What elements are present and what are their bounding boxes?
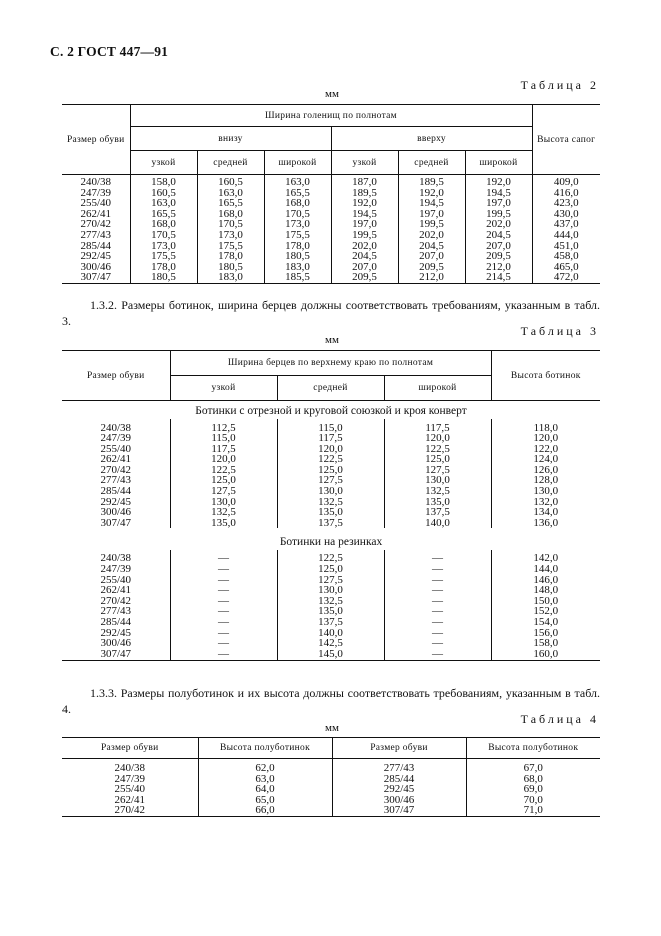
table-cell-value: 67,0 xyxy=(523,762,543,774)
t3-s2-medium-cell xyxy=(277,550,384,660)
t4-right-size-cell xyxy=(332,759,466,817)
table-cell-value: 124,0 xyxy=(533,453,559,466)
t2-height-cell xyxy=(532,175,600,284)
table-cell-value: 165,5 xyxy=(218,197,243,210)
table-cell-value: 127,5 xyxy=(318,474,343,487)
table-cell-value: 212,0 xyxy=(486,260,511,273)
table-cell-value: 168,0 xyxy=(285,197,310,210)
unit-label: мм xyxy=(325,334,339,346)
table-cell-value: 247/39 xyxy=(100,432,132,445)
t2-bottom-medium-cell xyxy=(197,175,264,284)
table-cell-value: 180,5 xyxy=(218,260,243,273)
table-cell-value: 122,5 xyxy=(211,463,236,476)
table-cell-value: 115,0 xyxy=(318,421,343,434)
table-cell-value: 140,0 xyxy=(318,626,343,639)
table-cell-value: 168,0 xyxy=(151,218,176,231)
table-cell-value: 120,0 xyxy=(425,432,450,445)
table-cell-value: 189,5 xyxy=(352,186,377,199)
t3-section-1: Ботинки с отрезной и круговой союзкой и кроя конверт xyxy=(62,401,600,419)
table-cell-value: 192,0 xyxy=(352,197,377,210)
table-cell-value: — xyxy=(218,584,229,597)
table-cell-value: 122,0 xyxy=(533,442,559,455)
table-cell-value: 117,5 xyxy=(211,442,236,455)
table-cell-value: 255/40 xyxy=(100,442,132,455)
table-cell-value: 270/42 xyxy=(100,463,132,476)
page-header: С. 2 ГОСТ 447—91 xyxy=(50,44,169,59)
table-cell-value: 197,0 xyxy=(486,197,511,210)
table-cell-value: — xyxy=(218,594,229,607)
table-cell-value: 122,5 xyxy=(318,453,343,466)
table-cell-value: 214,5 xyxy=(486,271,511,284)
table-cell-value: 178,0 xyxy=(218,250,243,263)
table-cell-value: 163,0 xyxy=(218,186,243,199)
t3-s2-wide-cell xyxy=(384,550,491,660)
t2-sub-medium: средней xyxy=(197,151,264,175)
table-cell-value: 125,0 xyxy=(425,453,450,466)
table-cell-value: 127,5 xyxy=(425,463,450,476)
table-cell-value: 130,0 xyxy=(533,485,559,498)
table-cell-value: 132,5 xyxy=(211,506,236,519)
table-cell-value: 240/38 xyxy=(80,176,112,188)
table-cell-value: 472,0 xyxy=(553,271,579,284)
t2-col-height: Высота сапог xyxy=(532,105,600,175)
table-cell-value: 66,0 xyxy=(255,804,275,817)
table-cell-value: 199,5 xyxy=(419,218,444,231)
table-cell-value: 194,5 xyxy=(486,186,511,199)
table-cell-value: 134,0 xyxy=(533,506,559,519)
table-cell-value: 128,0 xyxy=(533,474,559,487)
table-cell-value: 204,5 xyxy=(486,228,511,241)
table-cell-value: 277/43 xyxy=(383,762,415,774)
table-cell-value: 152,0 xyxy=(533,605,559,618)
paragraph-1-3-2: 1.3.2. Размеры ботинок, ширина берцев должны соответствовать требованиям, указанным в табл. 3. xyxy=(62,298,600,328)
table-cell-value: 160,0 xyxy=(533,647,559,660)
table-cell-value: 127,5 xyxy=(318,573,343,586)
table-cell-value: 142,5 xyxy=(318,637,343,650)
t2-top-medium-cell xyxy=(398,175,465,284)
table2 xyxy=(62,104,600,284)
table-cell-value: 204,5 xyxy=(419,239,444,252)
table-cell-value: 285/44 xyxy=(100,616,132,628)
table-cell-value: 132,0 xyxy=(533,495,559,508)
table-cell-value: 307/47 xyxy=(383,804,415,817)
table-cell-value: 240/38 xyxy=(100,421,132,434)
table-cell-value: 122,5 xyxy=(318,552,343,565)
t4-col-height-right: Высота полуботинок xyxy=(466,738,600,759)
table-cell-value: 202,0 xyxy=(419,228,444,241)
unit-label: мм xyxy=(325,88,339,100)
table-cell-value: 207,0 xyxy=(352,260,377,273)
table-cell-value: 150,0 xyxy=(533,594,559,607)
t3-s1-height-cell xyxy=(491,419,600,529)
table-cell-value: 63,0 xyxy=(255,772,275,785)
table-cell-value: 192,0 xyxy=(486,176,511,188)
table4 xyxy=(62,737,600,817)
table-cell-value: 65,0 xyxy=(255,793,275,806)
table-cell-value: 178,0 xyxy=(285,239,310,252)
table-cell-value: 170,5 xyxy=(151,228,176,241)
t3-col-group: Ширина берцев по верхнему краю по полнотам xyxy=(170,351,491,376)
t3-s1-wide-cell xyxy=(384,419,491,529)
t3-size-cell xyxy=(62,550,170,660)
t2-top-narrow-cell xyxy=(331,175,398,284)
table-cell-value: 270/42 xyxy=(100,594,132,607)
table-cell-value: 307/47 xyxy=(100,516,132,529)
table-cell-value: 175,5 xyxy=(218,239,243,252)
table-cell-value: 300/46 xyxy=(383,793,415,806)
table-cell-value: 277/43 xyxy=(80,228,112,241)
table-cell-value: 154,0 xyxy=(533,616,559,628)
table-cell-value: 292/45 xyxy=(100,495,132,508)
table-cell-value: 178,0 xyxy=(151,260,176,273)
table-cell-value: 451,0 xyxy=(553,239,579,252)
table-cell-value: 64,0 xyxy=(255,783,275,796)
t4-col-height-left: Высота полуботинок xyxy=(198,738,332,759)
table-cell-value: 183,0 xyxy=(285,260,310,273)
table-cell-value: 409,0 xyxy=(553,176,579,188)
table-cell-value: 120,0 xyxy=(211,453,236,466)
table-cell-value: 68,0 xyxy=(523,772,543,785)
table-cell-value: 465,0 xyxy=(553,260,579,273)
table-cell-value: 307/47 xyxy=(100,647,132,660)
table-cell-value: 247/39 xyxy=(114,772,146,785)
table-cell-value: 255/40 xyxy=(100,573,132,586)
table-cell-value: — xyxy=(218,605,229,618)
table-cell-value: — xyxy=(432,637,444,650)
table-cell-value: 173,0 xyxy=(285,218,310,231)
table-cell-value: — xyxy=(218,573,229,586)
table-cell-value: 207,0 xyxy=(419,250,444,263)
t3-col-size: Размер обуви xyxy=(62,351,170,401)
table-cell-value: 122,5 xyxy=(425,442,450,455)
table-cell-value: 197,0 xyxy=(352,218,377,231)
table3 xyxy=(62,350,600,661)
table-cell-value: 175,5 xyxy=(285,228,310,241)
t2-sub-narrow: узкой xyxy=(130,151,197,175)
table-cell-value: 156,0 xyxy=(533,626,559,639)
table-cell-value: 262/41 xyxy=(114,793,146,806)
table-cell-value: 165,5 xyxy=(151,207,176,220)
table-cell-value: 163,0 xyxy=(285,176,310,188)
table-cell-value: 437,0 xyxy=(553,218,579,231)
table-cell-value: 130,0 xyxy=(318,584,343,597)
table-cell-value: 240/38 xyxy=(114,762,146,774)
table-cell-value: — xyxy=(432,563,444,576)
table-cell-value: 173,0 xyxy=(151,239,176,252)
table-cell-value: 168,0 xyxy=(218,207,243,220)
table-cell-value: 300/46 xyxy=(100,637,132,650)
table-cell-value: 160,5 xyxy=(218,176,243,188)
t2-top-wide-cell xyxy=(465,175,532,284)
table-cell-value: 285/44 xyxy=(100,485,132,498)
table-cell-value: — xyxy=(432,647,444,660)
table-cell-value: 125,0 xyxy=(211,474,236,487)
table-cell-value: — xyxy=(218,647,229,660)
table-cell-value: 130,0 xyxy=(211,495,236,508)
table-cell-value: 458,0 xyxy=(553,250,579,263)
table-cell-value: 270/42 xyxy=(114,804,146,817)
table-cell-value: 277/43 xyxy=(100,605,132,618)
table-cell-value: 262/41 xyxy=(100,584,132,597)
table-cell-value: 69,0 xyxy=(523,783,543,796)
table-cell-value: 137,5 xyxy=(318,616,343,628)
table-cell-value: 170,5 xyxy=(218,218,243,231)
table-cell-value: 130,0 xyxy=(425,474,450,487)
table-cell-value: 117,5 xyxy=(425,421,450,434)
table-cell-value: 180,5 xyxy=(151,271,176,284)
table-cell-value: — xyxy=(218,626,229,639)
unit-label: мм xyxy=(325,722,339,734)
table-cell-value: — xyxy=(218,563,229,576)
t4-col-size-left: Размер обуви xyxy=(62,738,198,759)
table-cell-value: 145,0 xyxy=(318,647,343,660)
table-cell-value: 120,0 xyxy=(533,432,559,445)
table-cell-value: 199,5 xyxy=(352,228,377,241)
table3-caption: Таблица 3 xyxy=(520,324,599,338)
table-cell-value: 158,0 xyxy=(533,637,559,650)
t3-sub-wide: широкой xyxy=(384,376,491,401)
table-cell-value: 126,0 xyxy=(533,463,559,476)
t4-right-height-cell xyxy=(466,759,600,817)
table-cell-value: 183,0 xyxy=(218,271,243,284)
t3-sub-narrow: узкой xyxy=(170,376,277,401)
table-cell-value: 125,0 xyxy=(318,563,343,576)
table-cell-value: 117,5 xyxy=(318,432,343,445)
table-cell-value: 135,0 xyxy=(211,516,236,529)
table-cell-value: 247/39 xyxy=(100,563,132,576)
table-cell-value: 70,0 xyxy=(523,793,543,806)
table-cell-value: 240/38 xyxy=(100,552,132,565)
table-cell-value: 255/40 xyxy=(114,783,146,796)
t2-sub-wide: широкой xyxy=(465,151,532,175)
table-cell-value: 136,0 xyxy=(533,516,559,529)
table-cell-value: 165,5 xyxy=(285,186,310,199)
t2-col-group: Ширина голенищ по полнотам xyxy=(130,105,532,127)
table-cell-value: 146,0 xyxy=(533,573,559,586)
table-cell-value: 118,0 xyxy=(533,421,558,434)
t2-sub-bottom: внизу xyxy=(130,127,331,151)
table-cell-value: 212,0 xyxy=(419,271,444,284)
table-cell-value: 285/44 xyxy=(80,239,112,252)
table-cell-value: 180,5 xyxy=(285,250,310,263)
table-cell-value: 207,0 xyxy=(486,239,511,252)
table-cell-value: — xyxy=(432,616,444,628)
table-cell-value: 277/43 xyxy=(100,474,132,487)
table-cell-value: 127,5 xyxy=(211,485,236,498)
paragraph-1-3-3: 1.3.3. Размеры полуботинок и их высота должны соответствовать требованиям, указанным в табл. 4. xyxy=(62,686,600,716)
table-cell-value: — xyxy=(218,616,229,628)
table-cell-value: 247/39 xyxy=(80,186,112,199)
table-cell-value: 199,5 xyxy=(486,207,511,220)
table-cell-value: 292/45 xyxy=(80,250,112,263)
table-cell-value: 112,5 xyxy=(211,421,236,434)
t3-s1-narrow-cell xyxy=(170,419,277,529)
table-cell-value: — xyxy=(432,605,444,618)
table-cell-value: 300/46 xyxy=(80,260,112,273)
table-cell-value: 140,0 xyxy=(425,516,450,529)
table-cell-value: 292/45 xyxy=(383,783,415,796)
t3-s2-height-cell xyxy=(491,550,600,660)
table-cell-value: 194,5 xyxy=(352,207,377,220)
t3-size-cell xyxy=(62,419,170,529)
t4-left-height-cell xyxy=(198,759,332,817)
t2-size-cell xyxy=(62,175,130,284)
table-cell-value: 187,0 xyxy=(352,176,377,188)
table-cell-value: 158,0 xyxy=(151,176,176,188)
table-cell-value: 189,5 xyxy=(419,176,444,188)
t2-sub-top: вверху xyxy=(331,127,532,151)
table-cell-value: 137,5 xyxy=(318,516,343,529)
table-cell-value: — xyxy=(432,552,444,565)
table-cell-value: — xyxy=(432,626,444,639)
table-cell-value: 132,5 xyxy=(318,495,343,508)
table-cell-value: — xyxy=(432,573,444,586)
table-cell-value: 163,0 xyxy=(151,197,176,210)
t2-sub-wide: широкой xyxy=(264,151,331,175)
table-cell-value: 62,0 xyxy=(255,762,275,774)
table-cell-value: 423,0 xyxy=(553,197,579,210)
t3-s1-medium-cell xyxy=(277,419,384,529)
t3-s2-narrow-cell xyxy=(170,550,277,660)
t4-col-size-right: Размер обуви xyxy=(332,738,466,759)
table-cell-value: 135,0 xyxy=(318,605,343,618)
table-cell-value: — xyxy=(218,552,229,565)
table-cell-value: 135,0 xyxy=(425,495,450,508)
table-cell-value: 255/40 xyxy=(80,197,112,210)
table2-caption: Таблица 2 xyxy=(520,78,599,92)
table-cell-value: 185,5 xyxy=(285,271,310,284)
table-cell-value: 71,0 xyxy=(523,804,543,817)
table-cell-value: 202,0 xyxy=(352,239,377,252)
table-cell-value: 300/46 xyxy=(100,506,132,519)
table-cell-value: 132,5 xyxy=(318,594,343,607)
table-cell-value: 115,0 xyxy=(211,432,236,445)
table-cell-value: 209,5 xyxy=(352,271,377,284)
table-cell-value: 137,5 xyxy=(425,506,450,519)
table-cell-value: 175,5 xyxy=(151,250,176,263)
table-cell-value: 444,0 xyxy=(553,228,579,241)
table-cell-value: 130,0 xyxy=(318,485,343,498)
t3-col-height: Высота ботинок xyxy=(491,351,600,401)
table-cell-value: — xyxy=(218,637,229,650)
table-cell-value: 202,0 xyxy=(486,218,511,231)
table-cell-value: 204,5 xyxy=(352,250,377,263)
table-cell-value: 142,0 xyxy=(533,552,559,565)
table-cell-value: 262/41 xyxy=(100,453,132,466)
table-cell-value: 209,5 xyxy=(486,250,511,263)
t2-sub-narrow: узкой xyxy=(331,151,398,175)
table-cell-value: 173,0 xyxy=(218,228,243,241)
table-cell-value: 285/44 xyxy=(383,772,415,785)
table-cell-value: 209,5 xyxy=(419,260,444,273)
t3-sub-medium: средней xyxy=(277,376,384,401)
table-cell-value: 194,5 xyxy=(419,197,444,210)
table-cell-value: 148,0 xyxy=(533,584,559,597)
table-cell-value: 430,0 xyxy=(553,207,579,220)
table-cell-value: — xyxy=(432,584,444,597)
t4-left-size-cell xyxy=(62,759,198,817)
t2-bottom-wide-cell xyxy=(264,175,331,284)
table-cell-value: 132,5 xyxy=(425,485,450,498)
table-cell-value: 292/45 xyxy=(100,626,132,639)
table-cell-value: 416,0 xyxy=(553,186,579,199)
table-cell-value: 135,0 xyxy=(318,506,343,519)
table-cell-value: 120,0 xyxy=(318,442,343,455)
table-cell-value: — xyxy=(432,594,444,607)
table-cell-value: 170,5 xyxy=(285,207,310,220)
table-cell-value: 192,0 xyxy=(419,186,444,199)
table-cell-value: 262/41 xyxy=(80,207,112,220)
t2-bottom-narrow-cell xyxy=(130,175,197,284)
table4-caption: Таблица 4 xyxy=(520,712,599,726)
t2-sub-medium: средней xyxy=(398,151,465,175)
table-cell-value: 307/47 xyxy=(80,271,112,284)
table-cell-value: 125,0 xyxy=(318,463,343,476)
table-cell-value: 197,0 xyxy=(419,207,444,220)
table-cell-value: 144,0 xyxy=(533,563,559,576)
t3-section-2: Ботинки на резинках xyxy=(279,536,383,549)
table-cell-value: 270/42 xyxy=(80,218,112,231)
t2-col-size: Размер обуви xyxy=(62,105,130,175)
table-cell-value: 160,5 xyxy=(151,186,176,199)
